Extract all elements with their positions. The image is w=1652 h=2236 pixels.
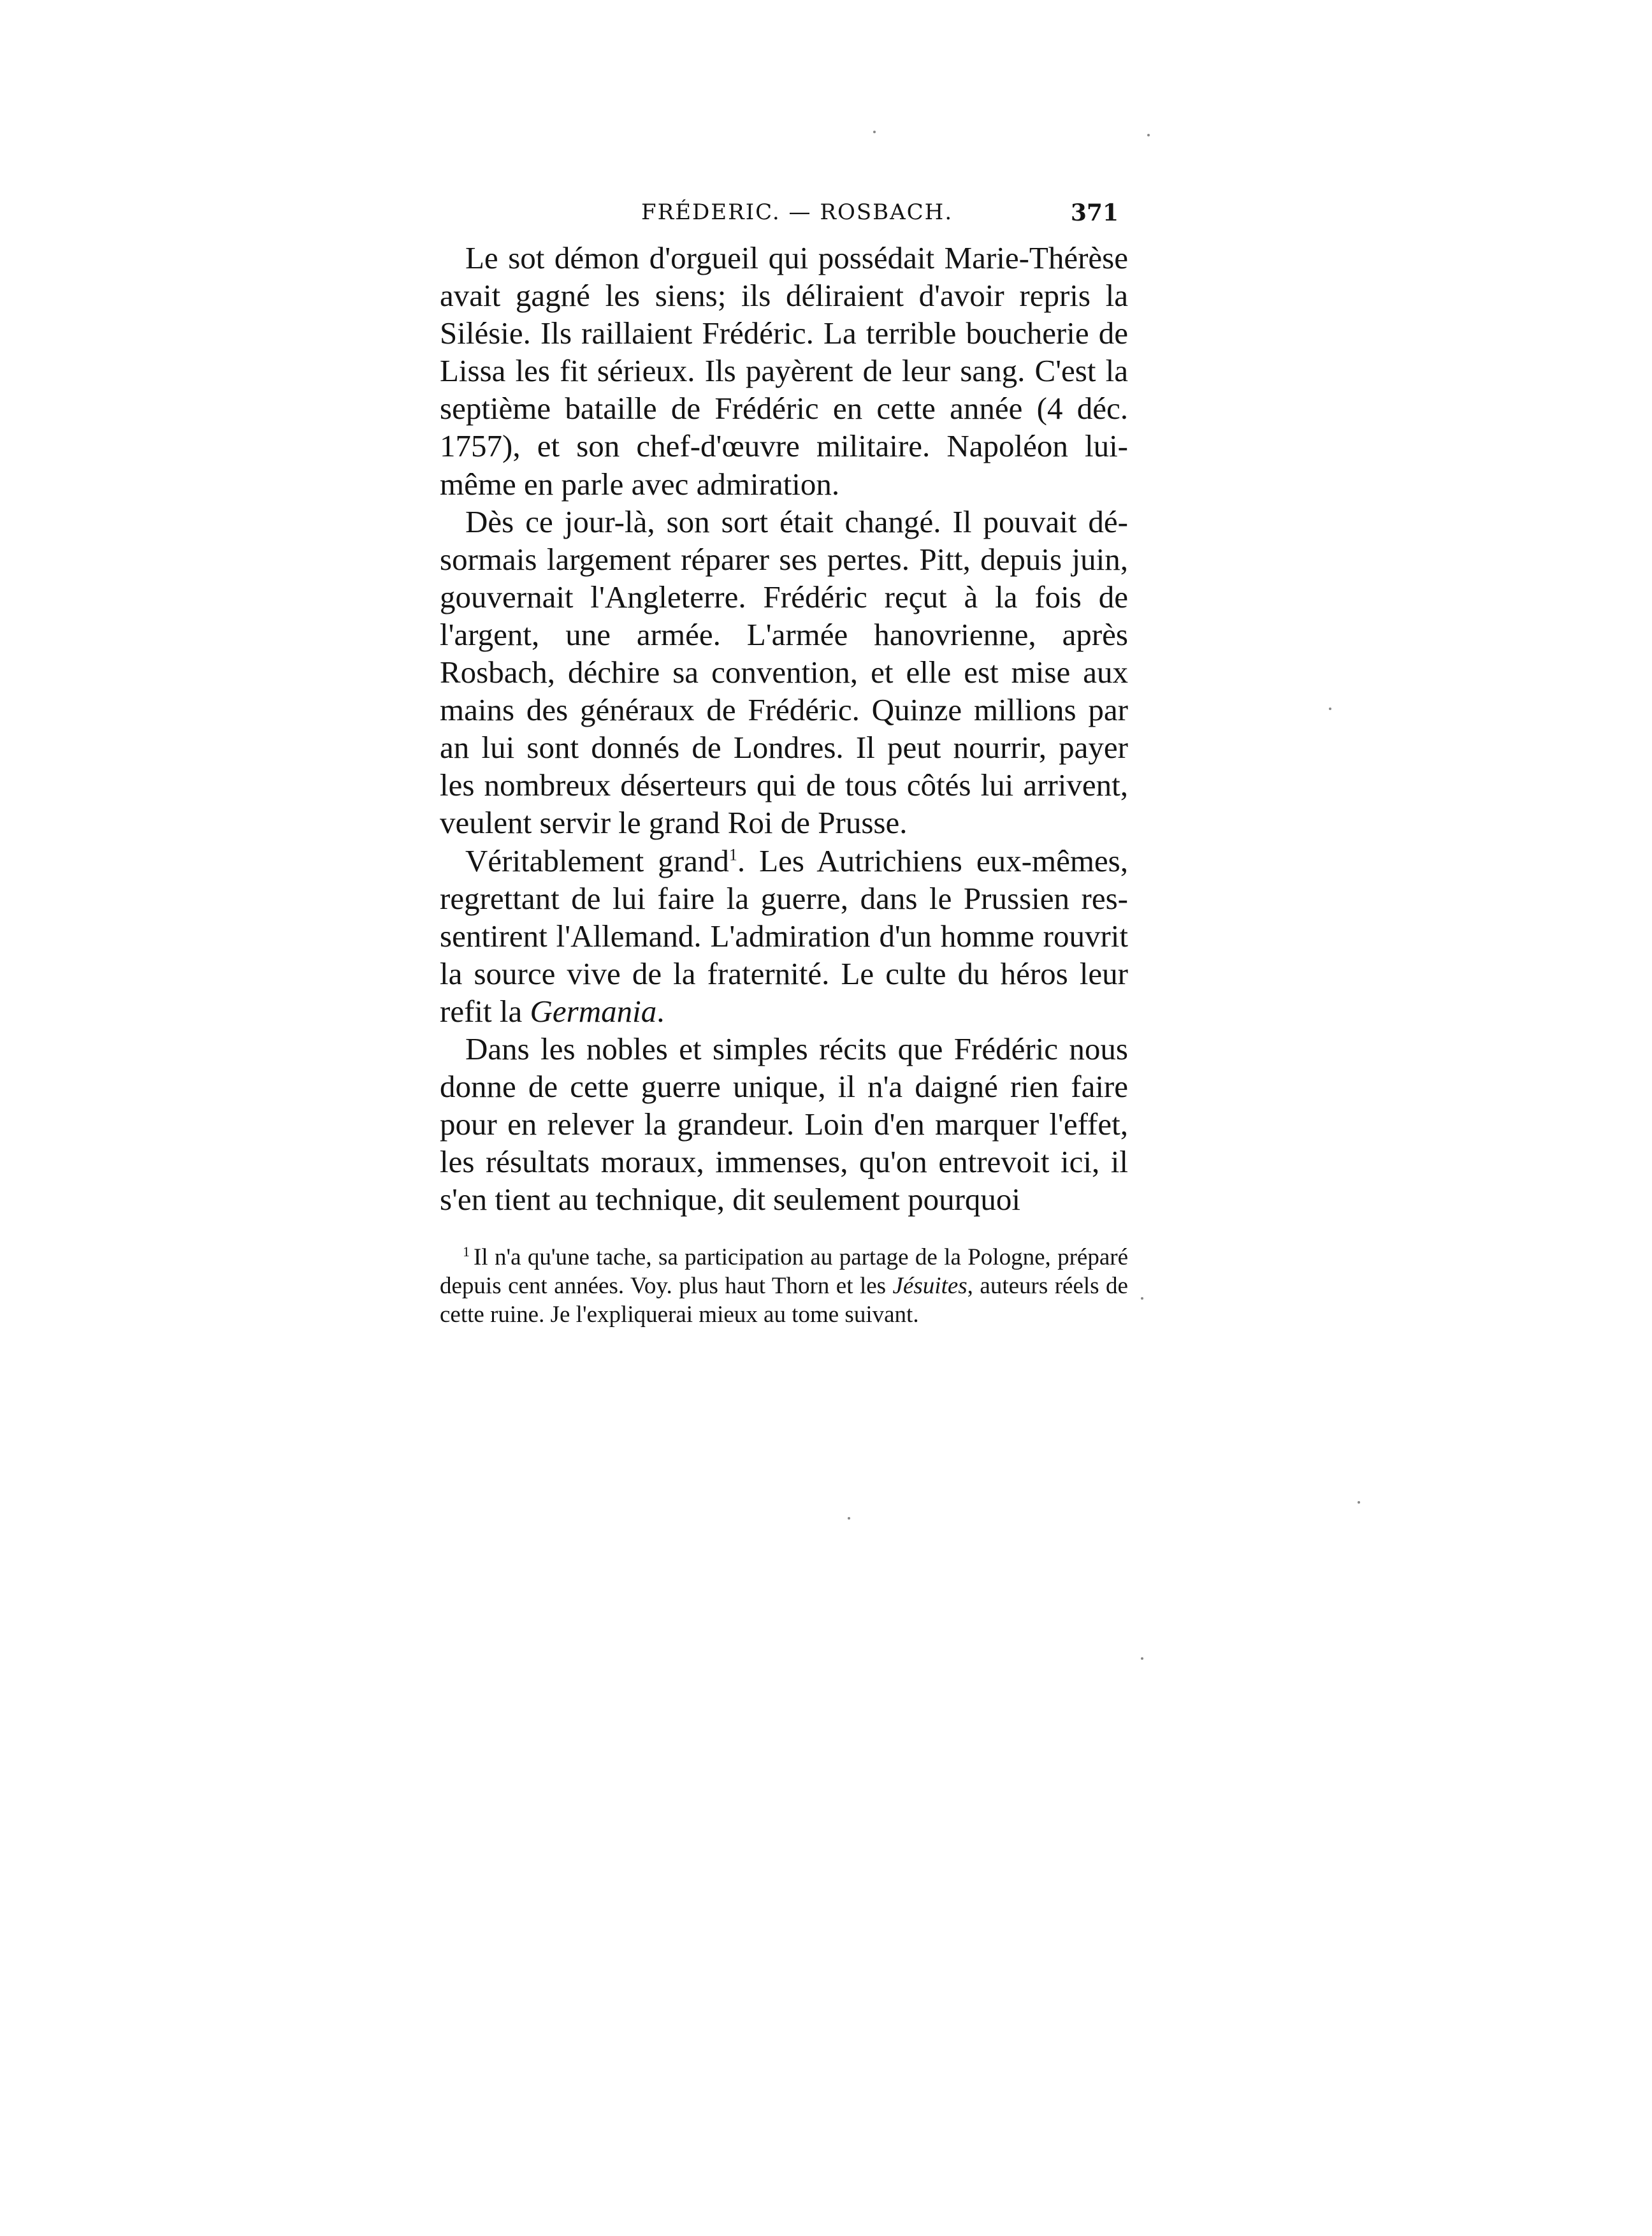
scan-speck [1147,134,1150,136]
footnote-text-end: , auteurs réels de cette ruine. Je l'expliquerai mieux au tome suivant. [440,1273,1128,1328]
footnote-reference: 1 [728,845,737,864]
footnote-mark: 1 [463,1243,470,1260]
paragraph-1 [440,239,1128,503]
running-head: FRÉDERIC. — ROSBACH. [641,200,953,225]
paragraph-3-text-middle: . Les Autrichiens eux-mêmes, regrettant de lui faire la guerre, dans le Prussien ressentirent l'Allemand. L'admiration d'un homme rouvrit la source vive de la fraternité. Le culte du héros leur refit la [440,843,1128,1029]
page-header [440,193,1128,231]
paragraph-3-text-end: . [656,993,665,1029]
paragraph-3-text-start: Véritablement grand [465,843,729,878]
footnote-italic: Jésuites [892,1273,967,1299]
paragraph-3-italic: Germania [530,993,657,1029]
scan-speck [1358,1501,1360,1504]
paragraph-4 [440,1030,1128,1218]
footnote-text-start: Il n'a qu'une tache, sa participation au partage de la Pologne, préparé depuis cent années. Voy. plus haut Thorn et les [440,1244,1128,1299]
paragraph-1-text: Le sot démon d'orgueil qui possédait Marie-Thérèse avait gagné les siens; ils déliraient d'avoir repris la Silésie. Ils raillaient Frédéric. La terrible boucherie de Lissa les fit sérieux. Ils payèrent de leur sang. C'est la septième bataille de Frédéric en cette année (4 déc. 1757), et son chef-d'œuvre militaire. Napoléon lui-même en parle avec admiration. [440,240,1128,502]
paragraph-3 [440,842,1128,1030]
scan-speck [1141,1297,1143,1300]
scan-speck [1141,1657,1143,1660]
paragraph-4-text: Dans les nobles et simples récits que Frédéric nous donne de cette guerre unique, il n'a daigné rien faire pour en relever la grandeur. Loin d'en marquer l'effet, les résultats moraux, immenses, qu'on entrevoit ici, il s'en tient au technique, dit seulement pourquoi [440,1031,1128,1217]
footnote [440,1243,1128,1329]
scan-speck [848,1517,850,1520]
scan-speck [873,131,876,133]
paragraph-2 [440,503,1128,842]
page-number: 371 [1070,200,1119,226]
body-text [440,239,1128,1218]
scan-speck [1329,708,1331,710]
paragraph-2-text: Dès ce jour-là, son sort était changé. Il pouvait désormais largement réparer ses pertes. Pitt, depuis juin, gouvernait l'Angleterre. Frédéric reçut à la fois de l'argent, une armée. L'armée hanovrienne, après Rosbach, déchire sa convention, et elle est mise aux mains des généraux de Frédéric. Quinze millions par an lui sont donnés de Londres. Il peut nourrir, payer les nombreux déserteurs qui de tous côtés lui arrivent, veulent servir le grand Roi de Prusse. [440,504,1128,841]
